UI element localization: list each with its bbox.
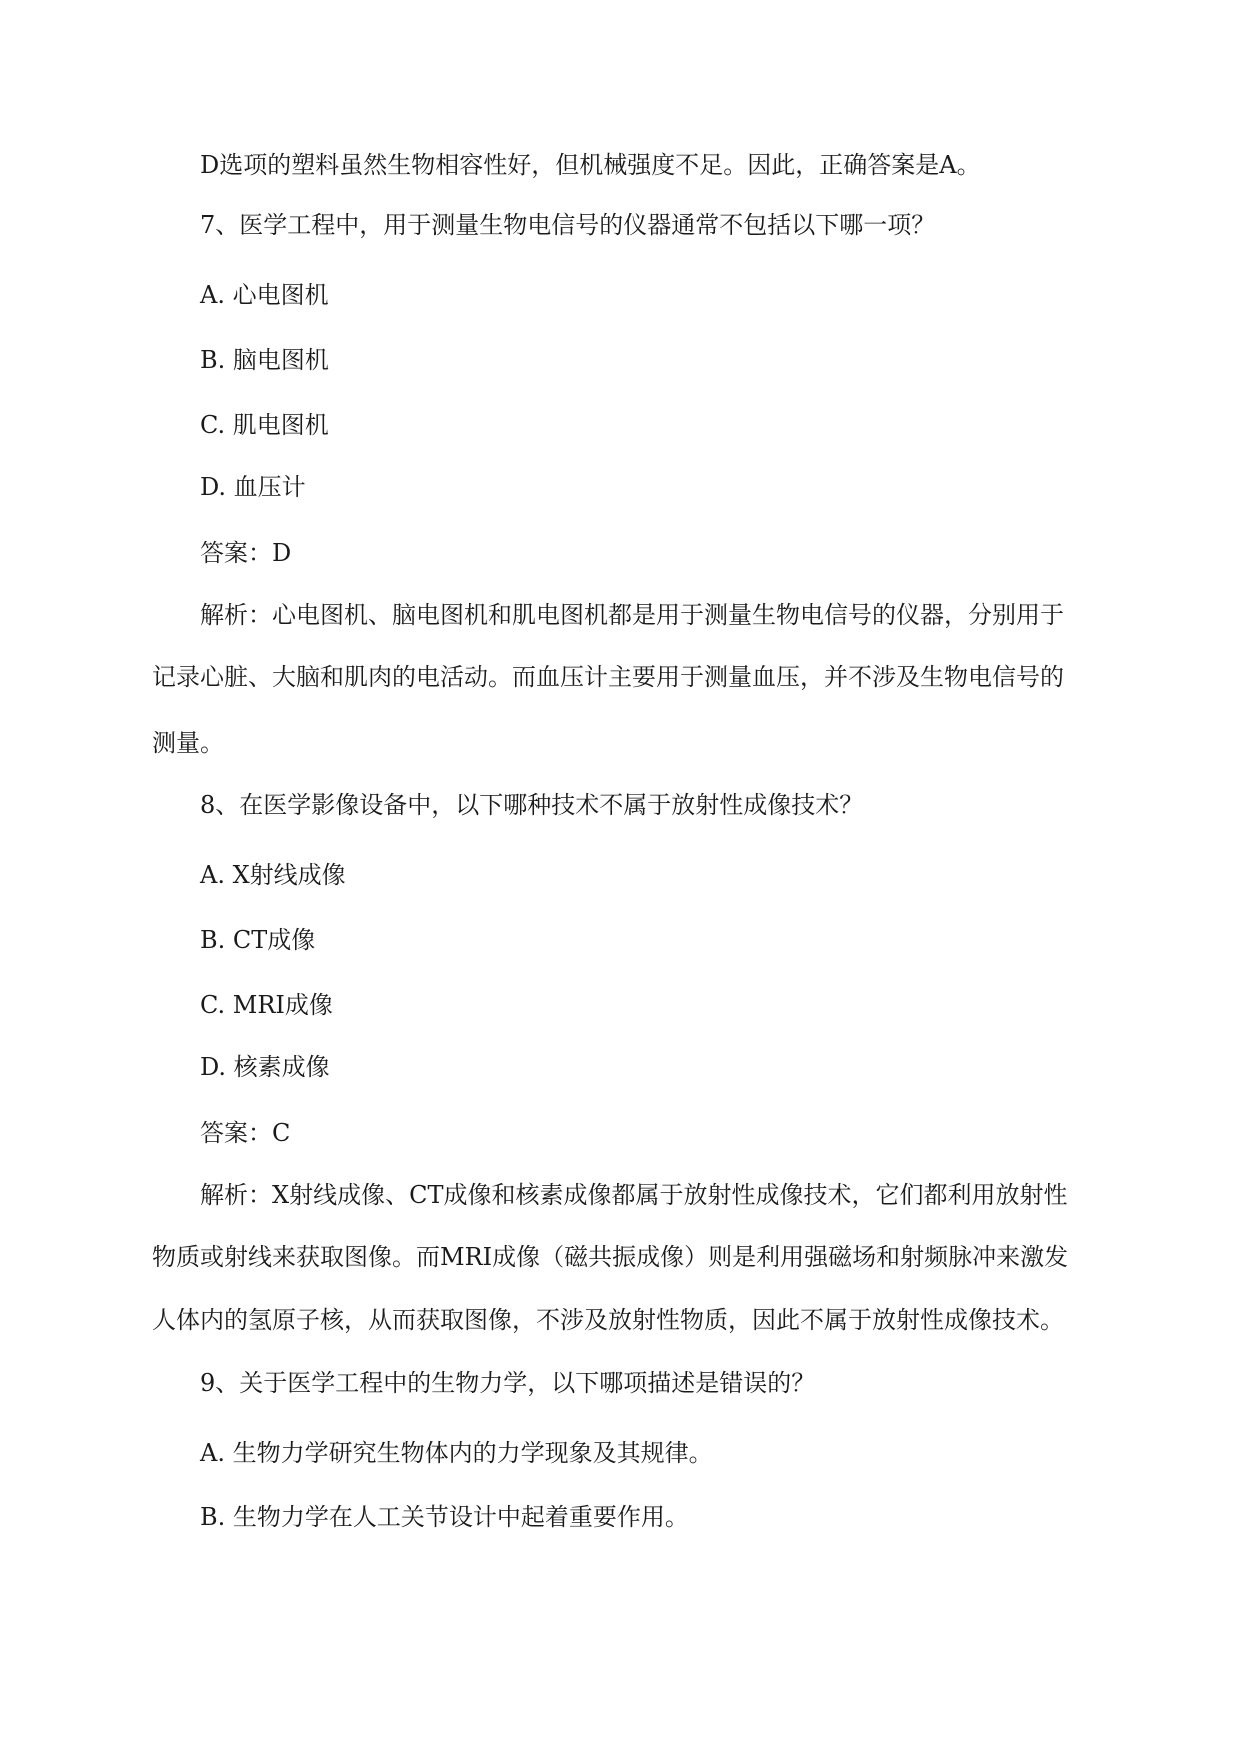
q7-analysis-line-2: 记录心脏、大脑和肌肉的电活动。而血压计主要用于测量血压，并不涉及生物电信号的 <box>152 663 1064 691</box>
question-8: 8、在医学影像设备中，以下哪种技术不属于放射性成像技术？ <box>200 791 864 819</box>
paragraph-option-d-explanation: D选项的塑料虽然生物相容性好，但机械强度不足。因此，正确答案是A。 <box>200 151 981 179</box>
q7-option-c: C. 肌电图机 <box>200 411 329 439</box>
q8-analysis-line-3: 人体内的氢原子核，从而获取图像，不涉及放射性物质，因此不属于放射性成像技术。 <box>152 1306 1064 1334</box>
q8-option-a: A. X射线成像 <box>200 861 346 889</box>
q7-analysis-line-3: 测量。 <box>152 729 224 757</box>
q9-option-a: A. 生物力学研究生物体内的力学现象及其规律。 <box>200 1439 713 1467</box>
q8-answer: 答案：C <box>200 1119 291 1147</box>
q8-option-c: C. MRI成像 <box>200 991 333 1019</box>
q8-option-d: D. 核素成像 <box>200 1053 330 1081</box>
question-7: 7、医学工程中，用于测量生物电信号的仪器通常不包括以下哪一项？ <box>200 211 936 239</box>
q8-analysis-line-2: 物质或射线来获取图像。而MRI成像（磁共振成像）则是利用强磁场和射频脉冲来激发 <box>152 1243 1069 1271</box>
q7-option-b: B. 脑电图机 <box>200 346 329 374</box>
question-9: 9、关于医学工程中的生物力学，以下哪项描述是错误的？ <box>200 1369 816 1397</box>
q7-option-a: A. 心电图机 <box>200 281 329 309</box>
q9-option-b: B. 生物力学在人工关节设计中起着重要作用。 <box>200 1503 689 1531</box>
q7-analysis-line-1: 解析：心电图机、脑电图机和肌电图机都是用于测量生物电信号的仪器，分别用于 <box>200 601 1064 629</box>
q8-analysis-line-1: 解析：X射线成像、CT成像和核素成像都属于放射性成像技术，它们都利用放射性 <box>200 1181 1068 1209</box>
q8-option-b: B. CT成像 <box>200 926 316 954</box>
q7-option-d: D. 血压计 <box>200 473 306 501</box>
q7-answer: 答案：D <box>200 539 292 567</box>
